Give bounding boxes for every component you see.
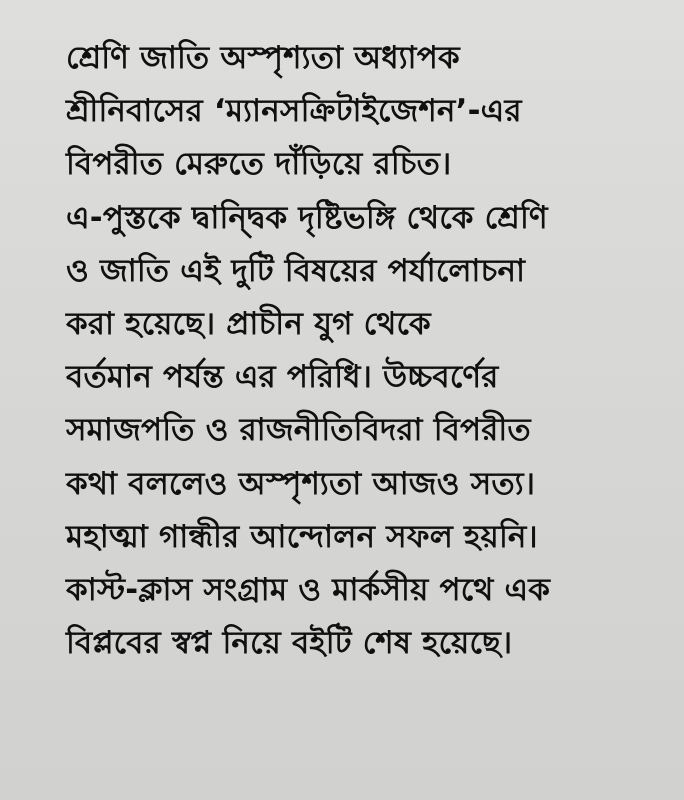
paragraph [66, 32, 656, 670]
text-line: শ্রেণি জাতি অস্পৃশ্যতা অধ্যাপক [66, 40, 460, 76]
text-line: কাস্ট-ক্লাস সংগ্রাম ও মার্কসীয় পথে এক [66, 571, 551, 608]
text-line: মহাত্মা গান্ধীর আন্দোলন সফল হয়নি। [66, 518, 538, 555]
text-line: সমাজপতি ও রাজনীতিবিদরা বিপরীত [66, 412, 531, 449]
text-line: বিপরীত মেরুতে দাঁড়িয়ে রচিত। [66, 146, 452, 183]
text-line: শ্রীনিবাসের ‘ম্যানসক্রিটাইজেশন’-এর [66, 93, 522, 130]
text-line: কথা বললেও অস্পৃশ্যতা আজও সত্য। [66, 465, 536, 502]
text-line: এ-পুস্তকে দ্বান্দ্বিক দৃষ্টিভঙ্গি থেকে শ্রেণি [66, 199, 548, 236]
text-line: ও জাতি এই দুটি বিষয়ের পর্যালোচনা [66, 252, 526, 289]
text-line: করা হয়েছে। প্রাচীন যুগ থেকে [66, 305, 431, 342]
text-line: বিপ্লবের স্বপ্ন নিয়ে বইটি শেষ হয়েছে। [66, 625, 513, 662]
text-line: বর্তমান পর্যন্ত এর পরিধি। উচ্চবর্ণের [66, 359, 499, 396]
